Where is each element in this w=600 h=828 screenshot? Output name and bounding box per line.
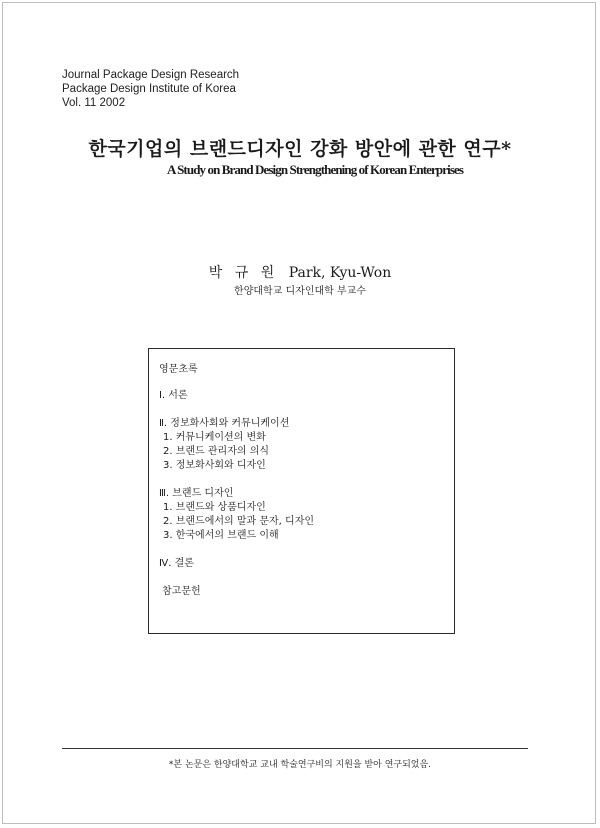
toc-references: 참고문헌 (162, 586, 201, 597)
toc-section-3-1: 1. 브랜드와 상품디자인 (163, 502, 266, 513)
paper-title-english: A Study on Brand Design Strengthening of Korean Enterprises (166, 162, 464, 177)
footnote: *본 논문은 한양대학교 교내 학술연구비의 지원을 받아 연구되었음. (168, 760, 432, 770)
toc-section-2-1: 1. 커뮤니케이션의 변화 (163, 432, 266, 443)
table-of-contents (148, 348, 455, 634)
author-name-english: Park, Kyu-Won (288, 265, 392, 281)
journal-publisher: Package Design Institute of Korea (62, 83, 236, 95)
toc-section-2-3: 3. 정보화사회와 디자인 (163, 460, 266, 471)
footnote-divider (62, 748, 528, 749)
journal-volume: Vol. 11 2002 (62, 97, 126, 109)
author-affiliation: 한양대학교 디자인대학 부교수 (234, 286, 366, 297)
toc-section-3: Ⅲ. 브랜드 디자인 (159, 488, 234, 499)
toc-list (159, 363, 314, 599)
toc-section-1: Ⅰ. 서론 (159, 390, 188, 401)
paper-title-korean: 한국기업의 브랜드디자인 강화 방안에 관한 연구* (88, 138, 512, 160)
toc-section-3-2: 2. 브랜드에서의 말과 문자, 디자인 (163, 516, 315, 527)
toc-section-4: Ⅳ. 결론 (159, 558, 194, 569)
author-line (0, 262, 600, 282)
toc-section-2-2: 2. 브랜드 관리자의 의식 (163, 446, 270, 457)
toc-section-2: Ⅱ. 정보화사회와 커뮤니케이션 (159, 418, 290, 429)
toc-abstract: 영문초록 (159, 364, 198, 375)
toc-section-3-3: 3. 한국에서의 브랜드 이해 (163, 530, 279, 541)
journal-info (62, 68, 239, 110)
author-name-korean: 박 규 원 (208, 265, 279, 281)
journal-name: Journal Package Design Research (62, 69, 240, 81)
